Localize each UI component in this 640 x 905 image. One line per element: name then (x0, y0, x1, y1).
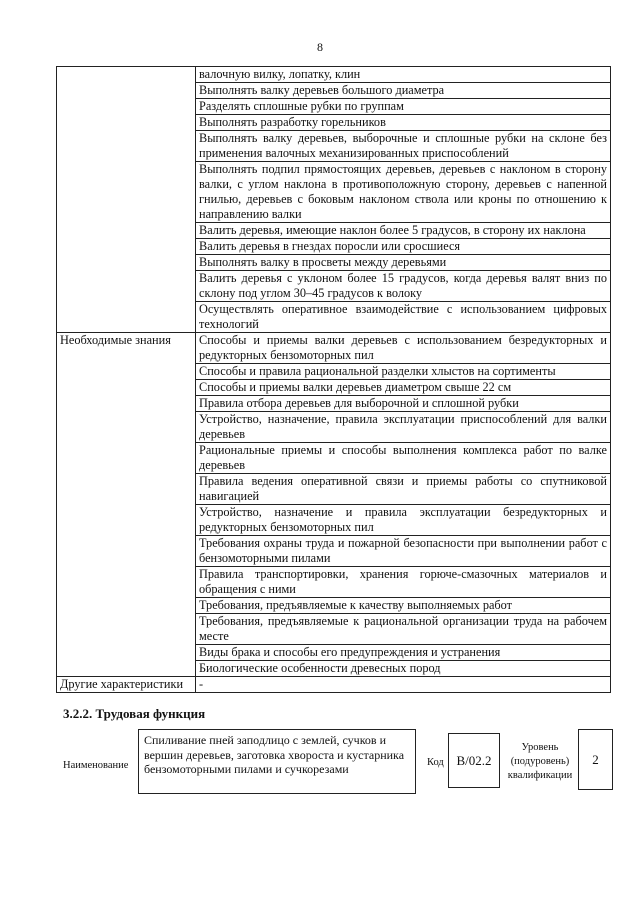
row-label (57, 505, 196, 536)
row-label (57, 645, 196, 661)
row-content: Валить деревья с уклоном более 15 градусов, когда деревья валят вниз по склону под углом 30–45 градусов к волоку (196, 271, 611, 302)
row-label: Другие характеристики (57, 677, 196, 693)
table-row (57, 239, 611, 255)
row-content: Способы и приемы валки деревьев диаметром свыше 22 см (196, 380, 611, 396)
row-label (57, 396, 196, 412)
table-row (57, 223, 611, 239)
table-row (57, 567, 611, 598)
table-row (57, 99, 611, 115)
table-row (57, 645, 611, 661)
row-content: Требования, предъявляемые к рациональной организации труда на рабочем месте (196, 614, 611, 645)
table-row (57, 115, 611, 131)
row-label (57, 380, 196, 396)
table-row (57, 271, 611, 302)
row-content: Выполнять подпил прямостоящих деревьев, деревьев с наклоном в сторону валки, с углом наклона в противоположную сторону, деревьев с напенной гнилью, деревьев с боковым наклоном ствола или кроны по отношению к направлению валки (196, 162, 611, 223)
qualification-level-label: Уровень (подуровень) квалификации (507, 742, 573, 781)
table-row (57, 333, 611, 364)
row-label (57, 271, 196, 302)
qualification-level-value: 2 (578, 729, 613, 790)
row-content: Биологические особенности древесных пород (196, 661, 611, 677)
row-label (57, 131, 196, 162)
table-row (57, 474, 611, 505)
row-content: Требования, предъявляемые к качеству выполняемых работ (196, 598, 611, 614)
table-row (57, 131, 611, 162)
row-content: Рациональные приемы и способы выполнения комплекса работ по валке деревьев (196, 443, 611, 474)
table-row (57, 302, 611, 333)
table-row (57, 380, 611, 396)
row-content: Выполнять валку деревьев большого диаметра (196, 83, 611, 99)
table-row (57, 83, 611, 99)
row-label (57, 99, 196, 115)
row-label (57, 598, 196, 614)
row-content: Устройство, назначение и правила эксплуатации безредукторных и редукторных бензомоторных пил (196, 505, 611, 536)
table-row (57, 661, 611, 677)
row-label (57, 474, 196, 505)
function-code-value: B/02.2 (448, 733, 500, 788)
function-name-value: Спиливание пней заподлицо с землей, сучков и вершин деревьев, заготовка хвороста и кустарника бензомоторными пилами и сучкорезами (138, 729, 416, 794)
table-row (57, 443, 611, 474)
row-label (57, 364, 196, 380)
function-code-label: Код (427, 757, 444, 768)
table-row (57, 598, 611, 614)
row-content: Правила транспортировки, хранения горюче-смазочных материалов и обращения с ними (196, 567, 611, 598)
row-label (57, 67, 196, 83)
row-label (57, 412, 196, 443)
row-label (57, 661, 196, 677)
page-number: 8 (317, 40, 323, 54)
row-label: Необходимые знания (57, 333, 196, 364)
table-row (57, 364, 611, 380)
row-label (57, 567, 196, 598)
requirements-table (56, 66, 611, 693)
row-content: - (196, 677, 611, 693)
row-content: Способы и правила рациональной разделки хлыстов на сортименты (196, 364, 611, 380)
section-heading: 3.2.2. Трудовая функция (63, 706, 206, 721)
row-label (57, 223, 196, 239)
table-row (57, 505, 611, 536)
table-row (57, 162, 611, 223)
row-label (57, 536, 196, 567)
table-row (57, 396, 611, 412)
row-content: Способы и приемы валки деревьев с использованием безредукторных и редукторных бензомоторных пил (196, 333, 611, 364)
table-row (57, 67, 611, 83)
row-content: Разделять сплошные рубки по группам (196, 99, 611, 115)
row-content: валочную вилку, лопатку, клин (196, 67, 611, 83)
row-label (57, 614, 196, 645)
row-label (57, 443, 196, 474)
row-content: Выполнять валку деревьев, выборочные и сплошные рубки на склоне без применения валочных механизированных приспособлений (196, 131, 611, 162)
row-label (57, 255, 196, 271)
table-row (57, 255, 611, 271)
row-content: Правила ведения оперативной связи и приемы работы со спутниковой навигацией (196, 474, 611, 505)
function-name-label: Наименование (63, 760, 129, 771)
row-label (57, 162, 196, 223)
table-row (57, 677, 611, 693)
row-content: Требования охраны труда и пожарной безопасности при выполнении работ с бензомоторными пилами (196, 536, 611, 567)
row-content: Осуществлять оперативное взаимодействие с использованием цифровых технологий (196, 302, 611, 333)
row-content: Правила отбора деревьев для выборочной и сплошной рубки (196, 396, 611, 412)
row-content: Выполнять валку в просветы между деревьями (196, 255, 611, 271)
row-label (57, 239, 196, 255)
row-label (57, 115, 196, 131)
row-label (57, 83, 196, 99)
row-content: Валить деревья, имеющие наклон более 5 градусов, в сторону их наклона (196, 223, 611, 239)
row-content: Виды брака и способы его предупреждения и устранения (196, 645, 611, 661)
table-row (57, 412, 611, 443)
row-label (57, 302, 196, 333)
row-content: Устройство, назначение, правила эксплуатации приспособлений для валки деревьев (196, 412, 611, 443)
table-row (57, 614, 611, 645)
row-content: Валить деревья в гнездах поросли или сросшиеся (196, 239, 611, 255)
row-content: Выполнять разработку горельников (196, 115, 611, 131)
table-row (57, 536, 611, 567)
